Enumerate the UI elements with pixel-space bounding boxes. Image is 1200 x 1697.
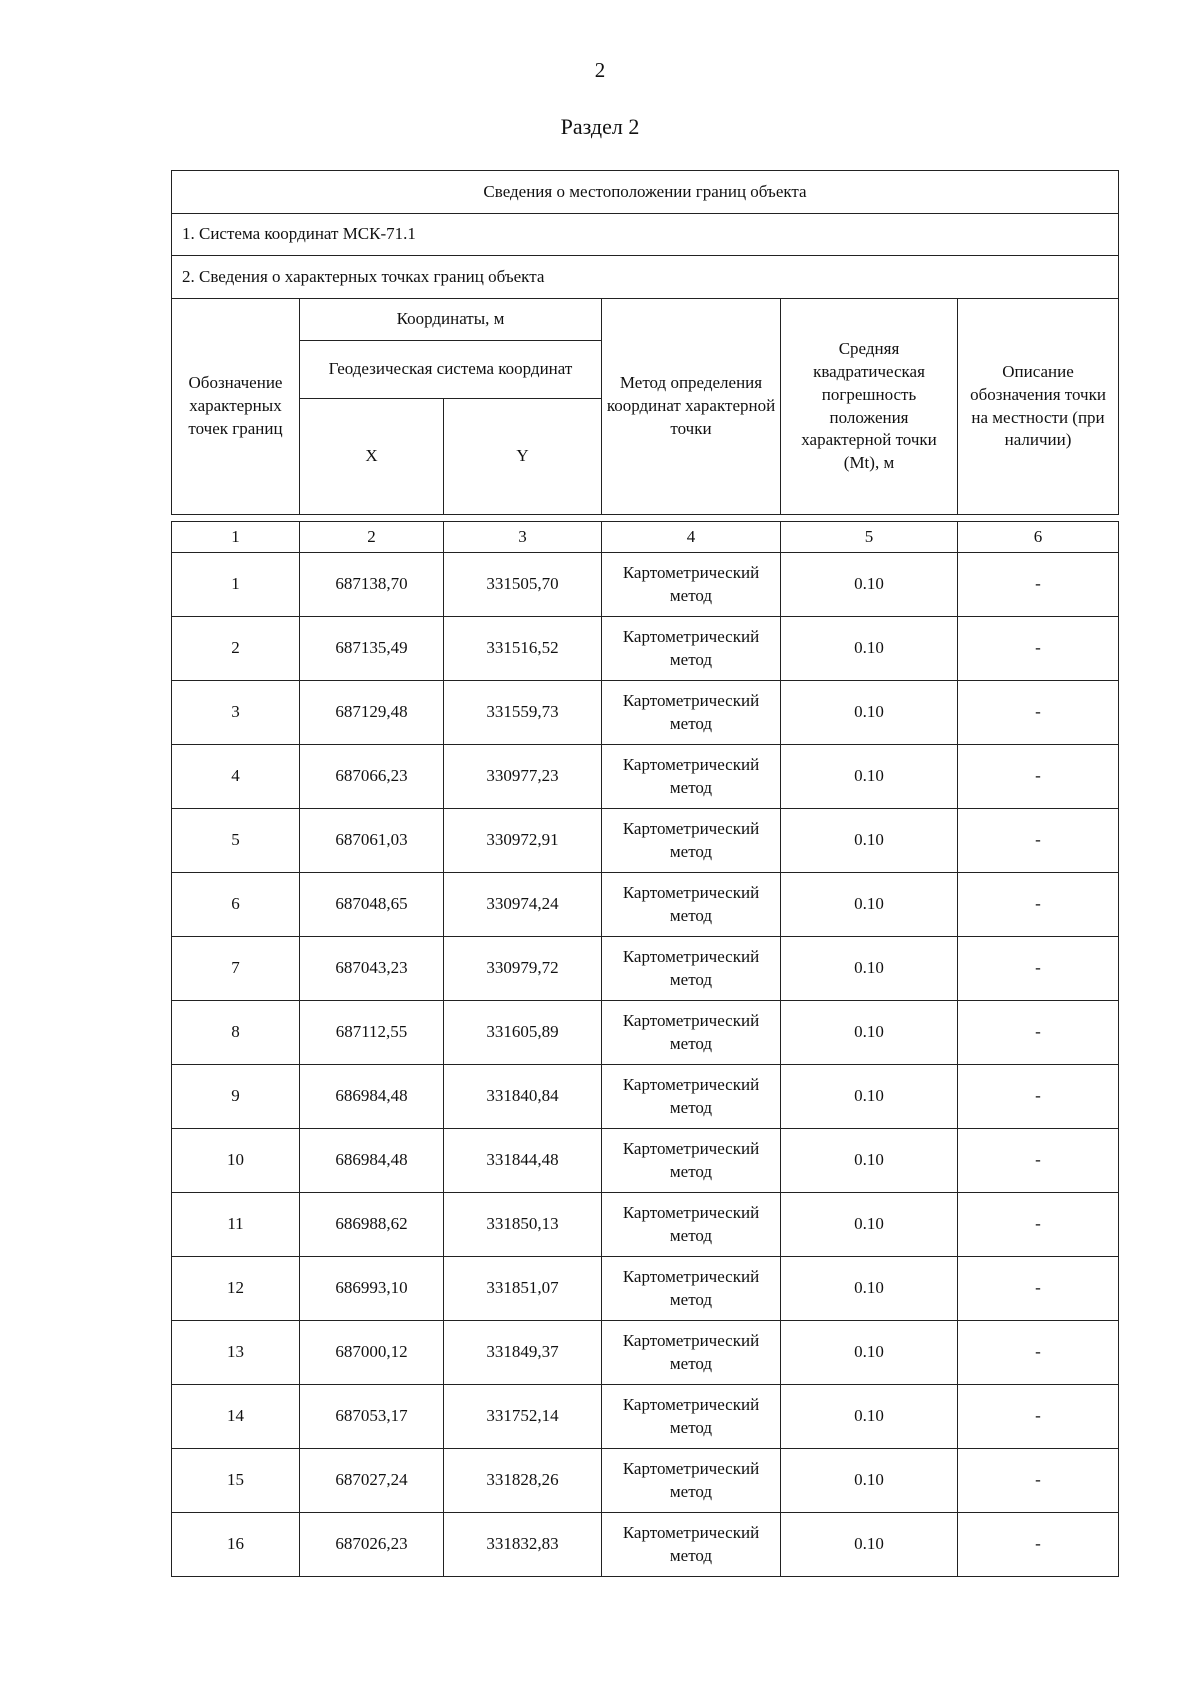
point-number: 11 (172, 1193, 300, 1257)
point-y: 330977,23 (444, 745, 602, 809)
table-row (172, 1001, 1119, 1065)
point-description: - (958, 1065, 1119, 1129)
coord-system-row: 1. Система координат МСК-71.1 (172, 214, 1119, 256)
header-method: Метод определения координат характерной точки (602, 299, 781, 515)
point-method: Картометрический метод (602, 1129, 781, 1193)
point-number: 14 (172, 1385, 300, 1449)
point-x: 686993,10 (300, 1257, 444, 1321)
table-row (172, 809, 1119, 873)
column-numbers-row (172, 522, 1119, 553)
point-y: 331516,52 (444, 617, 602, 681)
table-row (172, 1513, 1119, 1577)
section-title: Раздел 2 (560, 114, 640, 139)
point-method: Картометрический метод (602, 873, 781, 937)
points-heading-row: 2. Сведения о характерных точках границ объекта (172, 256, 1119, 299)
point-error: 0.10 (781, 617, 958, 681)
point-y: 331832,83 (444, 1513, 602, 1577)
header-coordinates: Координаты, м (300, 299, 602, 341)
point-description: - (958, 745, 1119, 809)
point-description: - (958, 1513, 1119, 1577)
point-description: - (958, 873, 1119, 937)
table-row (172, 937, 1119, 1001)
point-method: Картометрический метод (602, 1001, 781, 1065)
point-x: 687053,17 (300, 1385, 444, 1449)
point-number: 5 (172, 809, 300, 873)
column-number: 5 (781, 522, 958, 553)
column-number: 3 (444, 522, 602, 553)
point-error: 0.10 (781, 553, 958, 617)
point-description: - (958, 1129, 1119, 1193)
point-x: 687138,70 (300, 553, 444, 617)
point-method: Картометрический метод (602, 1513, 781, 1577)
boundary-points-table (171, 521, 1119, 1577)
table-row (172, 1193, 1119, 1257)
point-error: 0.10 (781, 1321, 958, 1385)
point-description: - (958, 553, 1119, 617)
table-row (172, 681, 1119, 745)
point-error: 0.10 (781, 873, 958, 937)
point-y: 331828,26 (444, 1449, 602, 1513)
header-description: Описание обозначения точки на местности (при наличии) (958, 299, 1119, 515)
point-error: 0.10 (781, 681, 958, 745)
point-description: - (958, 1257, 1119, 1321)
point-description: - (958, 617, 1119, 681)
header-x: X (300, 399, 444, 515)
point-x: 686984,48 (300, 1065, 444, 1129)
point-y: 331559,73 (444, 681, 602, 745)
point-error: 0.10 (781, 1257, 958, 1321)
point-error: 0.10 (781, 1513, 958, 1577)
point-error: 0.10 (781, 1449, 958, 1513)
point-error: 0.10 (781, 1385, 958, 1449)
header-designation: Обозначение характерных точек границ (172, 299, 300, 515)
point-number: 13 (172, 1321, 300, 1385)
point-description: - (958, 1001, 1119, 1065)
column-number: 6 (958, 522, 1119, 553)
point-number: 9 (172, 1065, 300, 1129)
table-row (172, 553, 1119, 617)
boundary-header-table (171, 170, 1119, 515)
table-row (172, 873, 1119, 937)
point-description: - (958, 1449, 1119, 1513)
point-number: 12 (172, 1257, 300, 1321)
point-x: 686984,48 (300, 1129, 444, 1193)
header-y: Y (444, 399, 602, 515)
point-x: 687026,23 (300, 1513, 444, 1577)
point-y: 330974,24 (444, 873, 602, 937)
point-description: - (958, 809, 1119, 873)
table-row (172, 1129, 1119, 1193)
header-error: Средняя квадратическая погрешность положения характерной точки (Mt), м (781, 299, 958, 515)
point-x: 687135,49 (300, 617, 444, 681)
point-number: 1 (172, 553, 300, 617)
point-x: 687112,55 (300, 1001, 444, 1065)
point-y: 331840,84 (444, 1065, 602, 1129)
point-method: Картометрический метод (602, 1449, 781, 1513)
point-y: 331844,48 (444, 1129, 602, 1193)
point-error: 0.10 (781, 937, 958, 1001)
point-method: Картометрический метод (602, 1257, 781, 1321)
point-error: 0.10 (781, 745, 958, 809)
point-number: 15 (172, 1449, 300, 1513)
point-method: Картометрический метод (602, 809, 781, 873)
point-description: - (958, 1321, 1119, 1385)
point-x: 687061,03 (300, 809, 444, 873)
point-y: 330979,72 (444, 937, 602, 1001)
point-y: 331850,13 (444, 1193, 602, 1257)
point-method: Картометрический метод (602, 1065, 781, 1129)
point-x: 687129,48 (300, 681, 444, 745)
table-row (172, 1257, 1119, 1321)
point-y: 330972,91 (444, 809, 602, 873)
point-description: - (958, 1385, 1119, 1449)
column-number: 1 (172, 522, 300, 553)
header-geodetic-system: Геодезическая система координат (300, 341, 602, 399)
point-method: Картометрический метод (602, 617, 781, 681)
point-y: 331505,70 (444, 553, 602, 617)
point-number: 4 (172, 745, 300, 809)
point-method: Картометрический метод (602, 1321, 781, 1385)
point-error: 0.10 (781, 1193, 958, 1257)
point-description: - (958, 681, 1119, 745)
table-row (172, 1321, 1119, 1385)
point-number: 10 (172, 1129, 300, 1193)
point-method: Картометрический метод (602, 937, 781, 1001)
table-title: Сведения о местоположении границ объекта (172, 171, 1119, 214)
point-error: 0.10 (781, 1065, 958, 1129)
point-method: Картометрический метод (602, 1193, 781, 1257)
point-number: 3 (172, 681, 300, 745)
point-error: 0.10 (781, 809, 958, 873)
table-row (172, 745, 1119, 809)
point-error: 0.10 (781, 1129, 958, 1193)
column-number: 4 (602, 522, 781, 553)
point-description: - (958, 937, 1119, 1001)
point-x: 687027,24 (300, 1449, 444, 1513)
point-x: 687066,23 (300, 745, 444, 809)
page-number: 2 (594, 58, 606, 82)
table-row (172, 1385, 1119, 1449)
point-error: 0.10 (781, 1001, 958, 1065)
point-y: 331752,14 (444, 1385, 602, 1449)
point-number: 2 (172, 617, 300, 681)
point-method: Картометрический метод (602, 745, 781, 809)
point-method: Картометрический метод (602, 1385, 781, 1449)
point-x: 687043,23 (300, 937, 444, 1001)
point-y: 331849,37 (444, 1321, 602, 1385)
point-y: 331605,89 (444, 1001, 602, 1065)
table-row (172, 1065, 1119, 1129)
point-number: 6 (172, 873, 300, 937)
point-number: 7 (172, 937, 300, 1001)
point-x: 687048,65 (300, 873, 444, 937)
point-number: 16 (172, 1513, 300, 1577)
point-x: 687000,12 (300, 1321, 444, 1385)
point-x: 686988,62 (300, 1193, 444, 1257)
point-method: Картометрический метод (602, 553, 781, 617)
point-number: 8 (172, 1001, 300, 1065)
point-description: - (958, 1193, 1119, 1257)
column-number: 2 (300, 522, 444, 553)
table-row (172, 617, 1119, 681)
point-y: 331851,07 (444, 1257, 602, 1321)
point-method: Картометрический метод (602, 681, 781, 745)
table-row (172, 1449, 1119, 1513)
